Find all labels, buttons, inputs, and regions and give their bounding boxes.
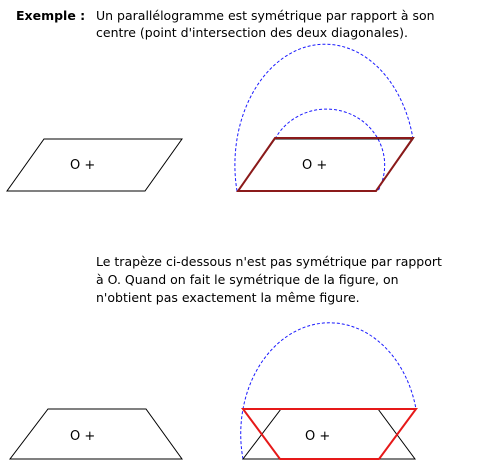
intro-line-2: centre (point d'intersection des deux diagonales). [96,25,408,40]
trapeze-line-2: à O. Quand on fait le symétrique de la figure, on [96,272,399,287]
parallelogram-original-center-label: O + [70,158,96,173]
inner-arc [275,109,385,191]
trapeze-line-3: n'obtient pas exactement la même figure. [96,290,360,305]
example-heading: Exemple : [16,8,86,23]
trapeze-line-1: Le trapèze ci-dessous n'est pas symétrique par rapport [96,254,442,269]
trapezoid-symmetric-center-label: O + [305,429,331,444]
parallelogram-symmetric-center-label: O + [302,158,328,173]
trapezoid-original-center-label: O + [70,429,96,444]
intro-line-1: Un parallélogramme est symétrique par rapport à son [96,8,435,23]
trapezoid-original [10,409,182,459]
